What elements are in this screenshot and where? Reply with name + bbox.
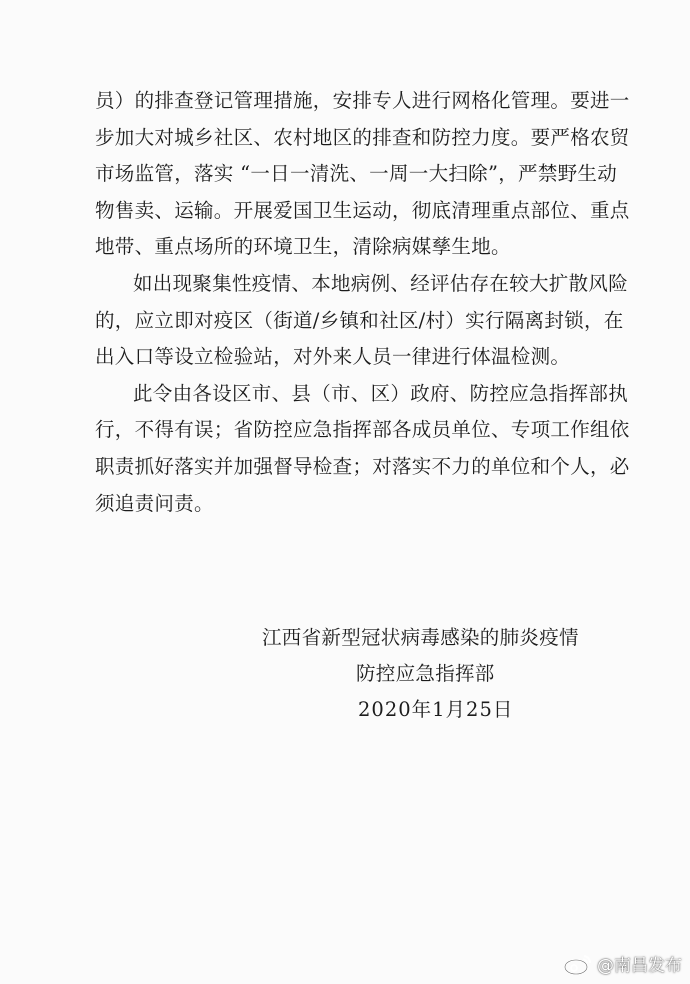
watermark <box>563 951 682 976</box>
paragraph-2-line-2: 的，应立即对疫区（街道/乡镇和社区/村）实行隔离封锁，在 <box>95 308 624 332</box>
paragraph-3-line-2: 行，不得有误；省防控应急指挥部各成员单位、专项工作组依 <box>95 418 630 442</box>
watermark-text: @南昌发布 <box>597 956 682 976</box>
paragraph-3-line-3: 职责抓好落实并加强督导检查；对落实不力的单位和个人，必 <box>95 454 630 478</box>
weibo-icon <box>563 953 593 975</box>
paragraph-2-line-3: 出入口等设立检验站，对外来人员一律进行体温检测。 <box>95 345 571 369</box>
paragraph-1-line-2: 步加大对城乡社区、农村地区的排查和防控力度。要严格农贸 <box>95 125 630 149</box>
paragraph-1-line-5: 地带、重点场所的环境卫生，清除病媒孳生地。 <box>95 235 511 259</box>
paragraph-1-line-3: 市场监管，落实 “一日一清洗、一周一大扫除”，严禁野生动 <box>95 162 618 186</box>
paragraph-1-line-4: 物售卖、运输。开展爱国卫生运动，彻底清理重点部位、重点 <box>95 198 630 222</box>
document-body <box>95 83 630 522</box>
paragraph-3-line-4: 须追责问责。 <box>95 491 214 515</box>
signature-org-line-1: 江西省新型冠状病毒感染的肺炎疫情 <box>262 626 579 649</box>
paragraph-2-line-1: 如出现聚集性疫情、本地病例、经评估存在较大扩散风险 <box>133 271 629 295</box>
signature-date: 2020年1月25日 <box>358 698 514 721</box>
signature-block <box>262 620 622 728</box>
paragraph-1-line-1: 员）的排查登记管理措施，安排专人进行网格化管理。要进一 <box>95 89 630 112</box>
paragraph-3-line-1: 此令由各设区市、县（市、区）政府、防控应急指挥部执 <box>133 381 629 405</box>
signature-org-line-2: 防控应急指挥部 <box>356 662 495 685</box>
